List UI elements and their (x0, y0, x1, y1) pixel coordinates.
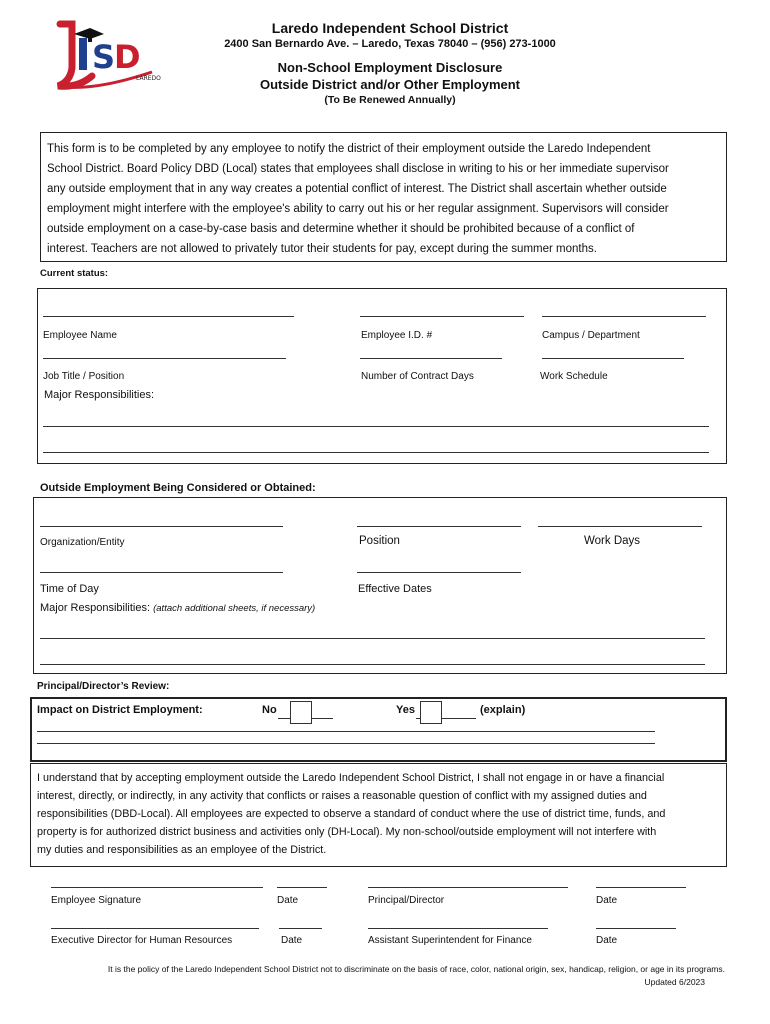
intro-line-5: outside employment on a case-by-case basis and determine whether it should be prohibited because of a conflict of (47, 223, 635, 235)
outside-major-resp-note: (attach additional sheets, if necessary) (153, 603, 316, 614)
agreement-line-3: responsibilities (DBD-Local). All employees are expected to observe a standard of conduct where the use of district time, funds, and (37, 808, 666, 820)
intro-line-1: This form is to be completed by any employee to notify the district of their employment outside the Laredo Independent (47, 143, 651, 155)
outside-resp-line-2[interactable] (40, 664, 705, 665)
organization-label: Organization/Entity (40, 537, 125, 548)
organization-field[interactable] (40, 526, 283, 527)
work-days-field[interactable] (538, 526, 702, 527)
employee-name-field[interactable] (43, 316, 294, 317)
agreement-line-2: interest, directly, or indirectly, in any activity that conflicts or raises a reasonable question of conflict with my assigned duties and (37, 790, 647, 802)
no-checkbox[interactable] (290, 701, 312, 724)
explain-label: (explain) (480, 704, 526, 716)
intro-line-2: School District. Board Policy DBD (Local) states that employees shall disclose in writing to his or her immediate supervisor (47, 163, 669, 175)
review-explain-line-1[interactable] (37, 731, 655, 732)
employee-signature-label: Employee Signature (51, 895, 142, 906)
exec-director-signature-line[interactable] (51, 928, 259, 929)
principal-date-label: Date (596, 895, 618, 906)
principal-label: Principal/Director (368, 895, 445, 906)
campus-label: Campus / Department (542, 330, 640, 341)
agreement-line-5: my duties and responsibilities as an employee of the District. (37, 844, 327, 856)
major-resp-line-2[interactable] (43, 452, 709, 453)
agreement-line-4: property is for authorized district business and activities only (DH-Local). My non-school/outside employment will not interfere with (37, 826, 657, 838)
position-field[interactable] (357, 526, 521, 527)
job-title-field[interactable] (43, 358, 286, 359)
employee-id-label: Employee I.D. # (361, 330, 433, 341)
major-resp-label: Major Responsibilities: (44, 389, 155, 401)
intro-line-3: any outside employment that in any way creates a potential conflict of interest. The District shall ascertain whether outside (47, 183, 667, 195)
outside-employment-heading: Outside Employment Being Considered or Obtained: (40, 482, 316, 494)
form-title-line2: Outside District and/or Other Employment (259, 77, 521, 92)
employee-id-field[interactable] (360, 316, 524, 317)
exec-director-date-line[interactable] (279, 928, 322, 929)
intro-line-4: employment might interfere with the employee's ability to carry out his or her regular assignment. Supervisors will consider (47, 203, 669, 215)
svg-text:S: S (92, 38, 116, 76)
contract-days-label: Number of Contract Days (361, 371, 474, 382)
intro-line-6: interest. Teachers are not allowed to privately tutor their students for pay, except during the summer months. (47, 243, 597, 255)
district-address: 2400 San Bernardo Ave. – Laredo, Texas 78040 – (956) 273-1000 (224, 38, 556, 50)
agreement-text (37, 769, 665, 859)
employee-name-label: Employee Name (43, 330, 117, 341)
renewal-note: (To Be Renewed Annually) (324, 94, 456, 106)
principal-date-line[interactable] (596, 887, 686, 888)
effective-dates-field[interactable] (357, 572, 521, 573)
svg-text:D: D (114, 38, 141, 76)
nondiscrimination-policy: It is the policy of the Laredo Independent School District not to discriminate on the basis of race, color, national origin, sex, handicap, religion, or age in its programs. (107, 964, 725, 974)
effective-dates-label: Effective Dates (358, 583, 432, 595)
asst-super-signature-line[interactable] (368, 928, 548, 929)
employee-signature-line[interactable] (51, 887, 263, 888)
yes-label: Yes (396, 704, 415, 716)
outside-major-resp (40, 602, 315, 614)
lisd-logo (52, 16, 161, 92)
review-heading: Principal/Director’s Review: (37, 681, 170, 692)
review-explain-line-2[interactable] (37, 743, 655, 744)
lisd-logo-graphic (52, 16, 161, 92)
asst-super-date-label: Date (596, 935, 618, 946)
asst-super-label: Assistant Superintendent for Finance (368, 935, 532, 946)
agreement-line-1: I understand that by accepting employment outside the Laredo Independent School District, I shall not engage in or have a financial (37, 772, 665, 784)
updated-date: Updated 6/2023 (644, 977, 705, 987)
no-label: No (262, 704, 277, 716)
svg-text:LAREDO: LAREDO (136, 75, 161, 82)
time-of-day-label: Time of Day (40, 583, 99, 595)
employee-date-label: Date (277, 895, 299, 906)
major-resp-line-1[interactable] (43, 426, 709, 427)
form-title-line1: Non-School Employment Disclosure (277, 60, 503, 75)
work-days-label: Work Days (584, 535, 641, 547)
exec-director-label: Executive Director for Human Resources (51, 935, 233, 946)
current-status-heading: Current status: (40, 268, 109, 279)
contract-days-field[interactable] (360, 358, 502, 359)
yes-checkbox[interactable] (420, 701, 442, 724)
employee-date-line[interactable] (277, 887, 327, 888)
district-name: Laredo Independent School District (271, 20, 509, 36)
campus-field[interactable] (542, 316, 706, 317)
work-schedule-field[interactable] (542, 358, 684, 359)
time-of-day-field[interactable] (40, 572, 283, 573)
asst-super-date-line[interactable] (596, 928, 676, 929)
impact-label: Impact on District Employment: (37, 704, 203, 716)
outside-major-resp-label: Major Responsibilities: (40, 602, 151, 614)
principal-signature-line[interactable] (368, 887, 568, 888)
exec-director-date-label: Date (281, 935, 303, 946)
work-schedule-label: Work Schedule (540, 371, 608, 382)
outside-resp-line-1[interactable] (40, 638, 705, 639)
job-title-label: Job Title / Position (43, 371, 125, 382)
position-label: Position (359, 535, 400, 547)
